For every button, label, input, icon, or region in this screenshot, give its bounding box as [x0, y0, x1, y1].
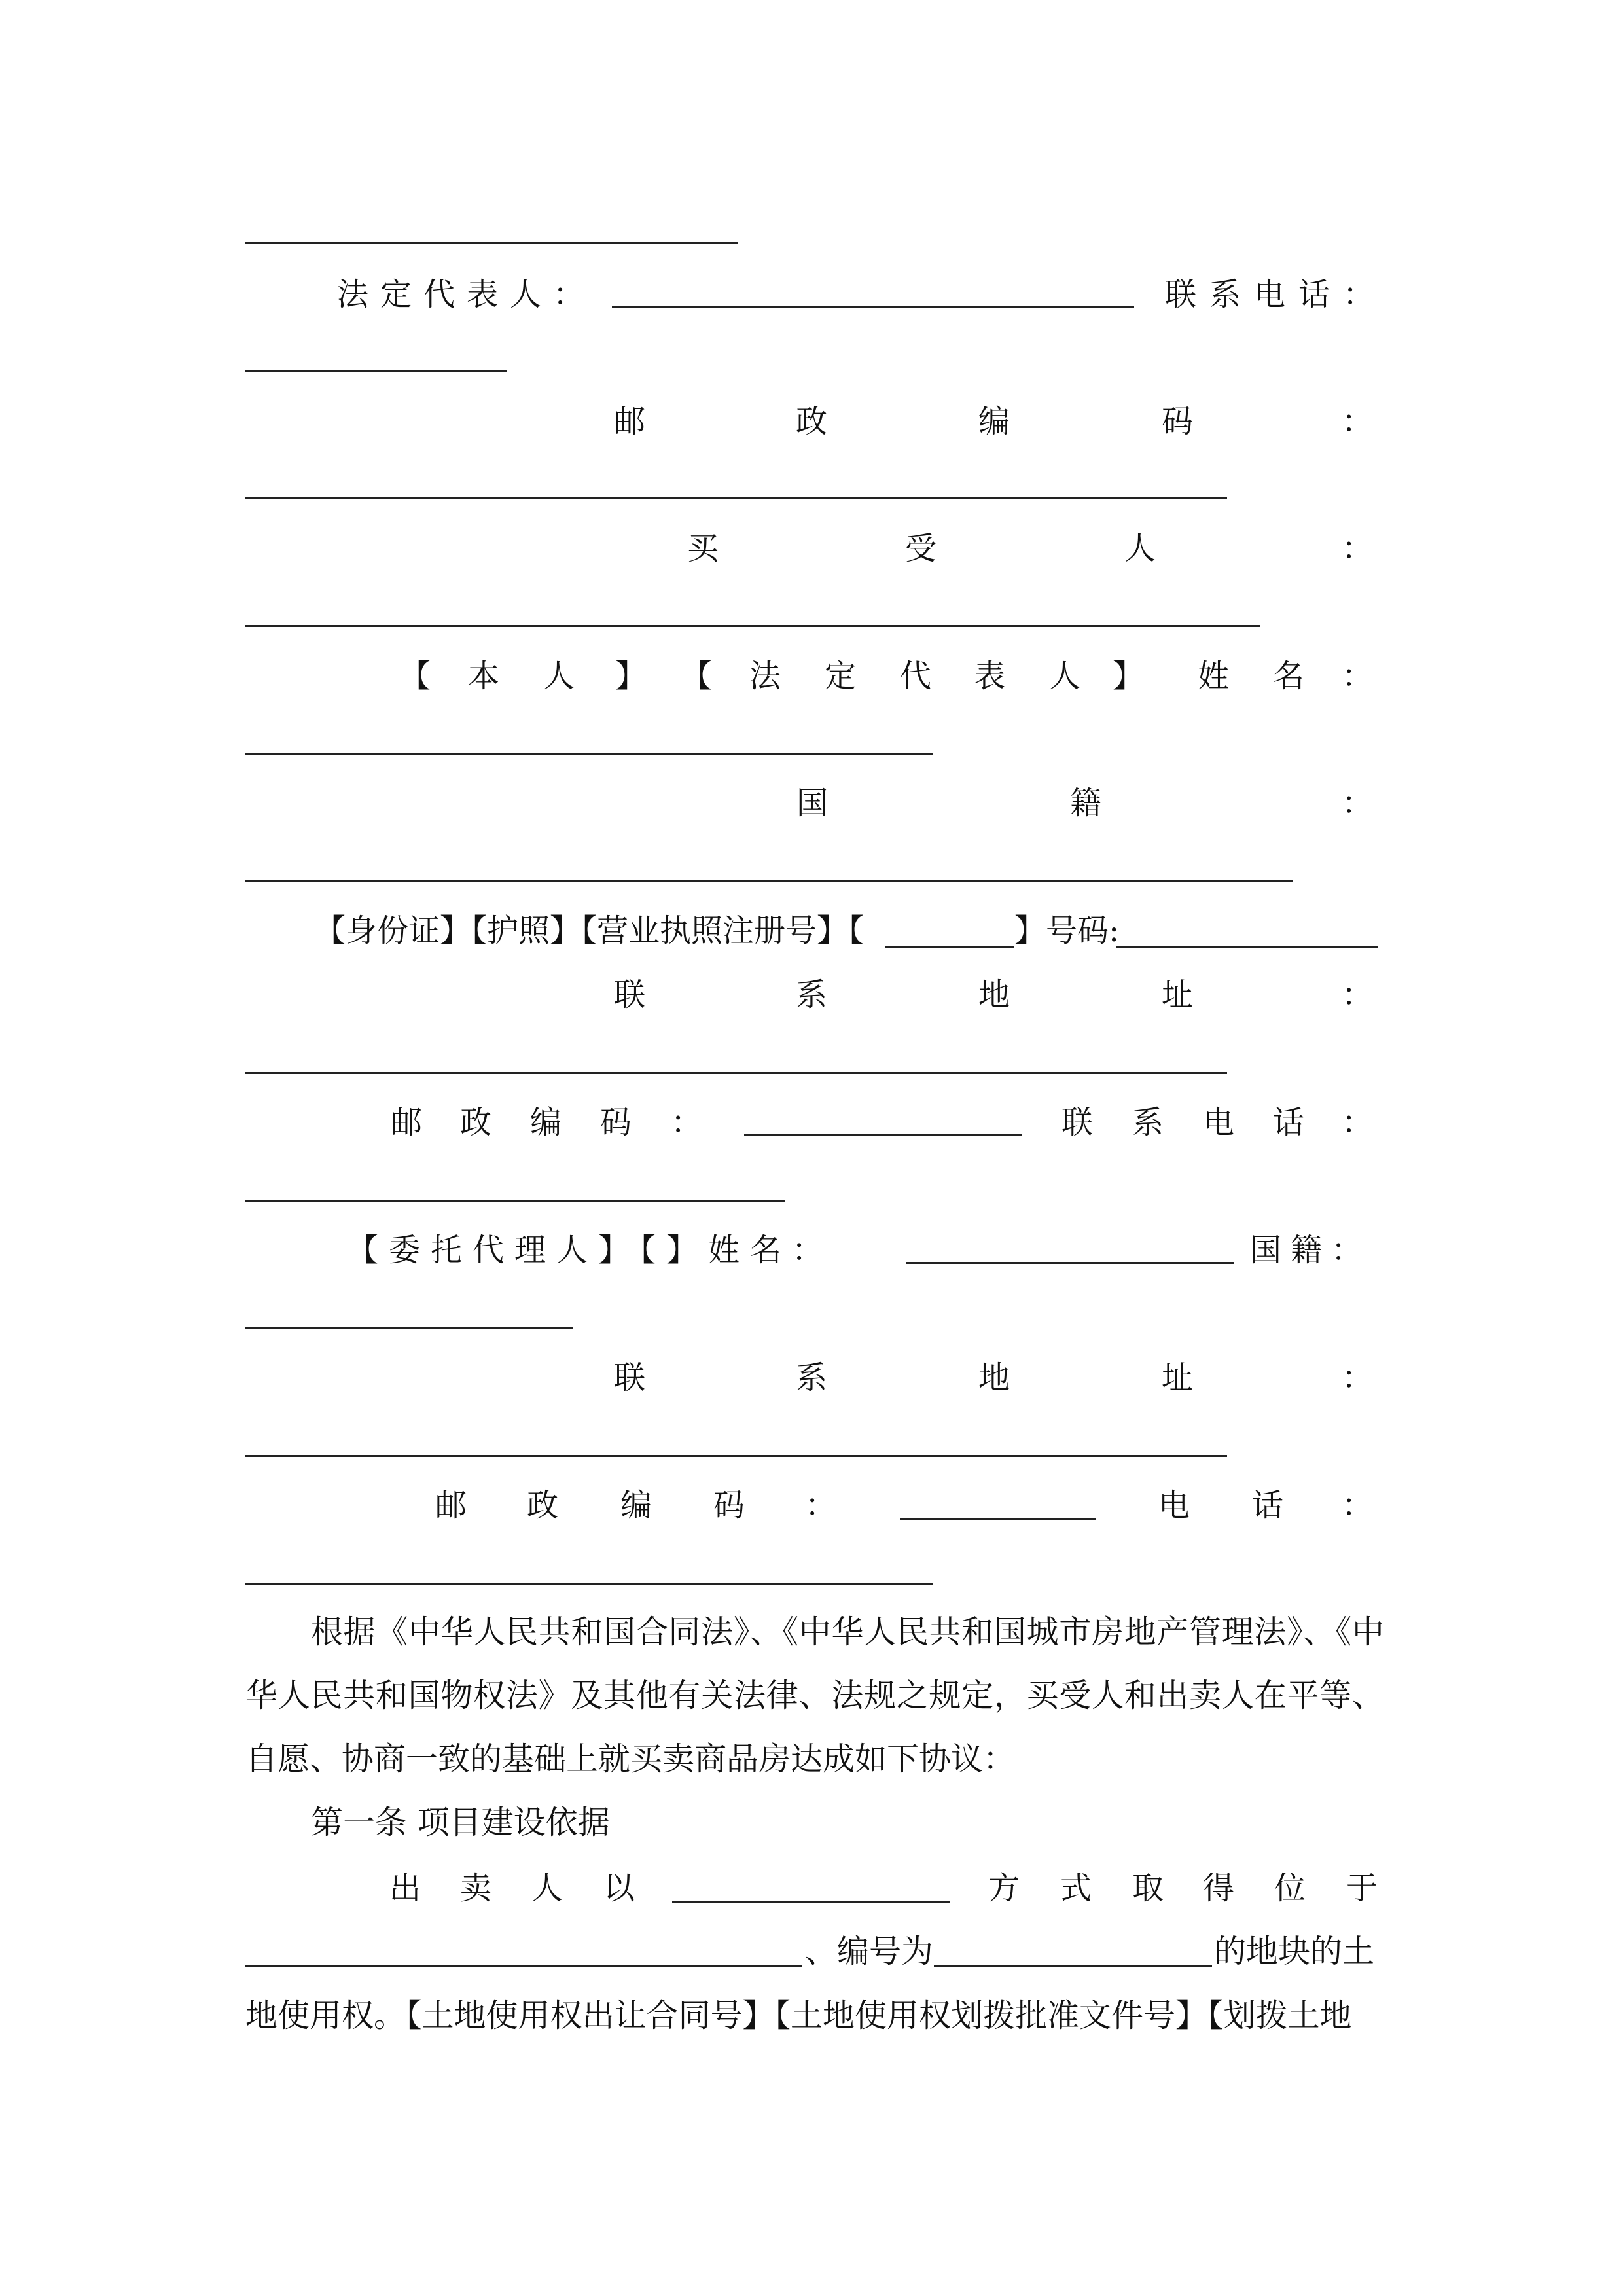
buyer-name-char: 【 — [399, 658, 431, 694]
contact-address-char: 系 — [796, 977, 828, 1013]
agent-label: 【委托代理人】【】姓名： — [347, 1232, 834, 1268]
postal-code-2-char: ： — [671, 1104, 703, 1141]
postal-code-2-char: 编 — [530, 1104, 562, 1141]
postal-code-field[interactable] — [245, 497, 1227, 499]
buyer-name-char: 姓 — [1198, 658, 1230, 694]
nationality-field[interactable] — [245, 880, 1293, 882]
legal-rep-field[interactable] — [612, 306, 1134, 308]
contact-phone-field[interactable] — [245, 370, 507, 372]
id-type-field[interactable] — [885, 946, 1014, 948]
buyer-char: 买 — [687, 530, 719, 567]
postal-code-2-char: 政 — [460, 1104, 492, 1141]
buyer-name-char: 法 — [749, 658, 781, 694]
blank-line[interactable] — [245, 242, 738, 244]
contact-address-char: 地 — [978, 977, 1010, 1013]
seller-mid-char: 得 — [1203, 1870, 1235, 1907]
buyer-name-char: 】 — [615, 658, 647, 694]
postal-code-2-char: 码 — [600, 1104, 632, 1141]
buyer-char: 人 — [1124, 530, 1156, 567]
phone-field[interactable] — [245, 1583, 933, 1585]
contact-address-char: 联 — [614, 977, 646, 1013]
id-type-suffix: 】号码: — [1014, 912, 1120, 949]
land-use-line: 地使用权。【土地使用权出让合同号】【土地使用权划拨批准文件号】【划拨土地 — [245, 1997, 1352, 2034]
contact-phone-2-char: 话 — [1273, 1104, 1305, 1141]
buyer-field[interactable] — [245, 625, 1260, 627]
buyer-name-char: 名 — [1273, 658, 1305, 694]
buyer-name-char: 表 — [974, 658, 1006, 694]
contact-phone-2-char: 系 — [1132, 1104, 1164, 1141]
contact-address-char: ： — [1342, 977, 1374, 1013]
buyer-name-field[interactable] — [245, 753, 933, 755]
seller-mid-char: 于 — [1346, 1870, 1378, 1907]
contact-address-field[interactable] — [245, 1072, 1227, 1074]
land-suffix: 的地块的土 — [1214, 1933, 1375, 1970]
postal-code-2-field[interactable] — [744, 1134, 1022, 1136]
contact-phone-2-char: 联 — [1061, 1104, 1094, 1141]
article-1-title: 第一条 项目建设依据 — [311, 1804, 610, 1841]
postal-code-3-char: 邮 — [435, 1487, 467, 1524]
postal-code-3-char: ： — [805, 1487, 837, 1524]
contact-address-2-char: 系 — [796, 1359, 828, 1396]
location-field[interactable] — [245, 1965, 802, 1967]
buyer-name-char: 】 — [1113, 658, 1145, 694]
postal-code-char: 邮 — [614, 403, 646, 440]
buyer-name-char: 人 — [1049, 658, 1081, 694]
seller-char: 以 — [603, 1870, 635, 1907]
seller-mid-char: 方 — [988, 1870, 1020, 1907]
buyer-name-char: 本 — [468, 658, 500, 694]
contact-address-2-char: 址 — [1162, 1359, 1194, 1396]
postal-code-3-field[interactable] — [900, 1518, 1096, 1520]
number-label: 、编号为 — [805, 1933, 934, 1970]
contact-address-2-field[interactable] — [245, 1455, 1227, 1457]
buyer-name-char: 【 — [681, 658, 713, 694]
basis-paragraph: 根据《中华人民共和国合同法》、《中华人民共和国城市房地产管理法》、《中华人民共和国物权法》及其他有关法律、法规之规定，买受人和出卖人在平等、自愿、协商一致的基础上就买卖商品房达成如下协议： — [245, 1613, 1384, 1778]
contact-phone-2-char: 电 — [1203, 1104, 1235, 1141]
contact-address-char: 址 — [1162, 977, 1194, 1013]
agent-nationality-label: 国籍： — [1250, 1232, 1372, 1268]
seller-mid-char: 取 — [1132, 1870, 1164, 1907]
parcel-number-field[interactable] — [934, 1965, 1212, 1967]
phone-char: 电 — [1158, 1487, 1190, 1524]
contact-phone-2-field[interactable] — [245, 1200, 785, 1202]
postal-code-char: 政 — [796, 403, 828, 440]
contact-phone-2-char: ： — [1342, 1104, 1374, 1141]
postal-code-char: ： — [1342, 403, 1374, 440]
seller-mid-char: 式 — [1060, 1870, 1092, 1907]
buyer-name-char: ： — [1342, 658, 1374, 694]
postal-code-3-char: 码 — [713, 1487, 745, 1524]
phone-char: 话 — [1252, 1487, 1284, 1524]
seller-char: 卖 — [460, 1870, 492, 1907]
acquisition-method-field[interactable] — [672, 1901, 950, 1903]
buyer-char: 受 — [905, 530, 937, 567]
contact-address-2-char: 联 — [614, 1359, 646, 1396]
postal-code-3-char: 政 — [527, 1487, 559, 1524]
id-number-field[interactable] — [1116, 946, 1378, 948]
postal-code-2-char: 邮 — [391, 1104, 423, 1141]
contact-phone-label: 联系电话： — [1165, 276, 1388, 313]
postal-code-3-char: 编 — [620, 1487, 652, 1524]
agent-nationality-field[interactable] — [245, 1327, 573, 1329]
buyer-char: ： — [1342, 530, 1374, 567]
buyer-name-char: 代 — [900, 658, 932, 694]
nationality-char: 国 — [796, 785, 829, 821]
agent-name-field[interactable] — [906, 1262, 1234, 1264]
seller-char: 出 — [389, 1870, 421, 1907]
legal-rep-label: 法定代表人： — [337, 276, 597, 313]
id-type-prefix: 【身份证】【护照】【营业执照注册号】【 — [314, 912, 865, 949]
phone-char: ： — [1342, 1487, 1374, 1524]
buyer-name-char: 定 — [825, 658, 857, 694]
postal-code-char: 编 — [978, 403, 1010, 440]
postal-code-char: 码 — [1162, 403, 1194, 440]
seller-char: 人 — [531, 1870, 563, 1907]
contact-address-2-char: ： — [1342, 1359, 1374, 1396]
nationality-char: ： — [1342, 785, 1374, 821]
nationality-char: 籍 — [1070, 785, 1102, 821]
seller-mid-char: 位 — [1274, 1870, 1306, 1907]
contact-address-2-char: 地 — [978, 1359, 1010, 1396]
buyer-name-char: 人 — [543, 658, 575, 694]
